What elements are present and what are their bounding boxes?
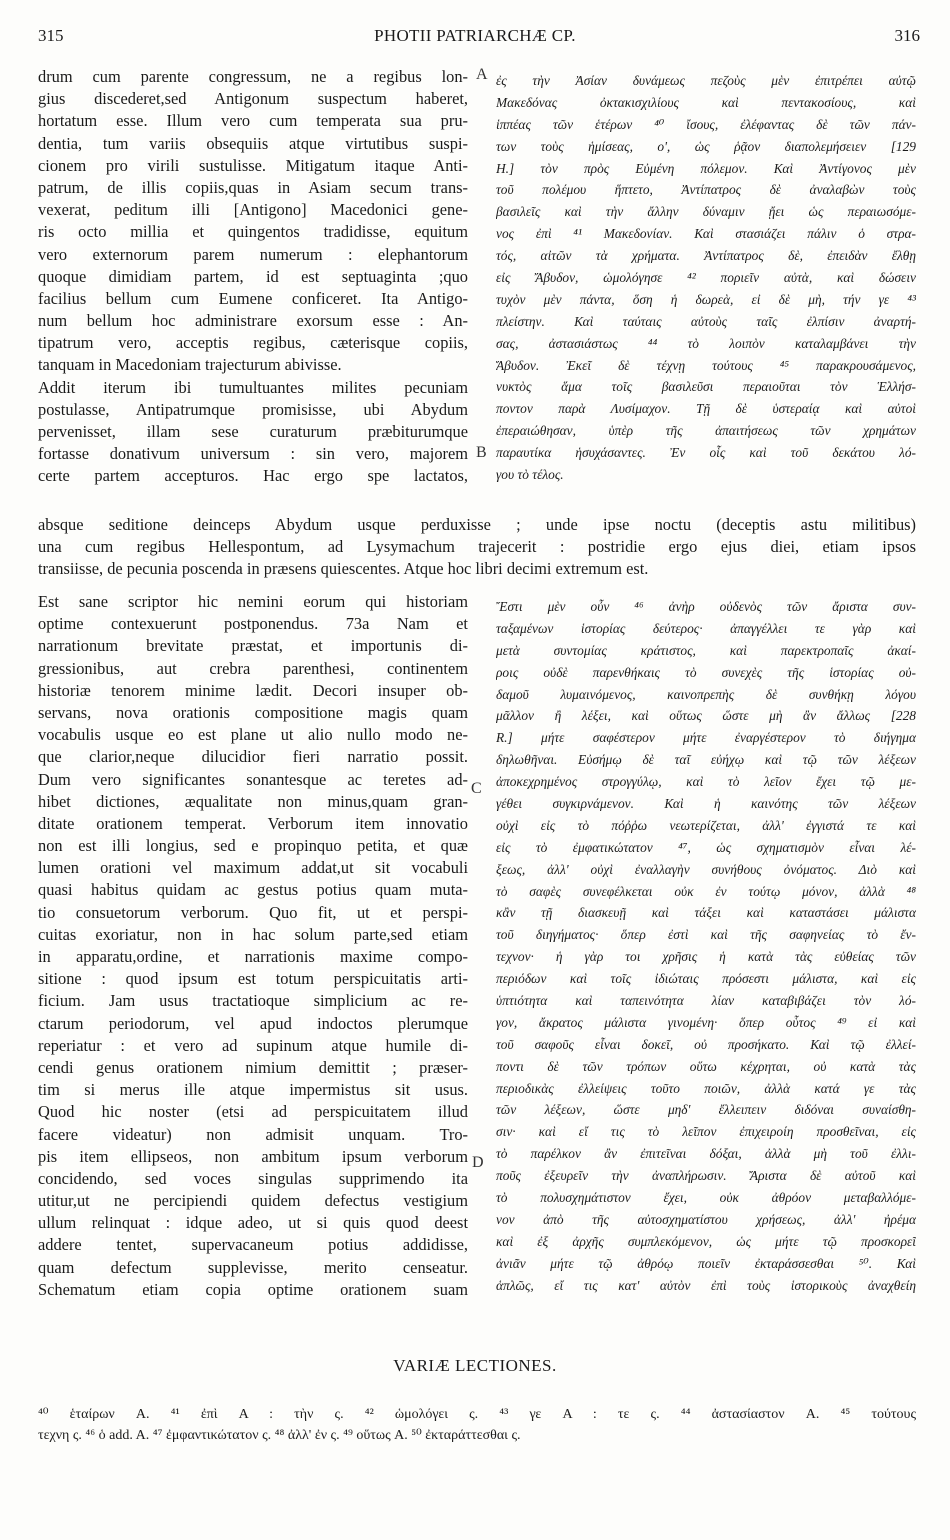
text-line: τὸ πολυσχημάτιστον ἔχει, οὐκ ἀθρόον μεταβαλλόμε- [496, 1190, 916, 1206]
text-line: tanquam in Macedoniam trajecturum abivisse. [38, 355, 342, 375]
text-line: εἰς Ἄβυδον, ὡμολόγησε ⁴² ποριεῖν αὐτὰ, καὶ δώσειν [496, 270, 916, 286]
text-line: ris octo millia et quingentos tradidisse, equitum [38, 222, 468, 242]
text-line: ἀνιᾶν μήτε τῷ ἀθρόῳ ποιεῖν ἐκταράσσεσθαι ⁵⁰. Καὶ [496, 1255, 916, 1271]
margin-marker-d: D [472, 1154, 484, 1171]
variae-lectiones-heading: VARIÆ LECTIONES. [393, 1356, 557, 1375]
text-line: τεχνον· ἡ γὰρ τοι χρῆσις ἡ κατὰ τὰς εὐθείας τῶν [496, 949, 916, 965]
greek-column-top [496, 70, 916, 486]
text-line: facere videatur) non admisit unquam. Tro- [38, 1124, 468, 1144]
text-line: patrum, de illis copiis,quas in Asiam secum trans- [38, 177, 468, 197]
text-line: absque seditione deinceps Abydum usque perduxisse ; unde ipse noctu (deceptis astu militibus) [38, 515, 916, 534]
text-line: vero externorum parem numerum : elephantorum [38, 244, 468, 264]
text-line: τός, αἰτῶν τὰ χρήματα. Ἀντίπατρος δὲ, ἐπειδὰν ἔλθῃ [496, 248, 916, 264]
text-line: fortasse donativum universum : sin vero, majorem [38, 444, 468, 464]
text-line: ποντον παρὰ Λυσίμαχον. Τῇ δὲ ὑστεραίᾳ καὶ αὐτοὶ [496, 401, 916, 417]
text-line: tipatrum vero, acceptis regibus, cæterisque copiis, [38, 333, 468, 353]
latin-full-width-paragraph [38, 514, 916, 581]
text-line: ποντι δὲ τῶν τρόπων οὕτω κέχρηται, οὐ κατὰ τὰς [496, 1058, 916, 1074]
text-line: δαμοῦ λυμαινόμενος, καινοπρεπὴς δὲ συνθήκῃ λόγου [496, 686, 916, 702]
text-line: tim si merus ille atque impermistus sit usus. [38, 1080, 468, 1100]
text-line: νον ἀπὸ τῆς αὐτοσχηματίστου χρήσεως, ἀλλ' ἠρέμα [496, 1211, 916, 1227]
text-line: transiisse, de pecunia poscenda in præsens quiescentes. Atque hoc libri decimi extremum est. [38, 559, 649, 579]
text-line: τοῦ διηγήματος· ὅπερ ἐστὶ καὶ τῆς σαφηνείας τὸ ἔν- [496, 927, 916, 943]
text-line: νος ἐπὶ ⁴¹ Μακεδονίαν. Καὶ στασιάζει πάλιν ὁ στρα- [496, 226, 916, 242]
text-line: certe partem accepturos. Hac ergo spe lactatos, [38, 466, 468, 486]
text-line: ἐς τὴν Ἀσίαν δυνάμεως πεζοὺς μὲν ἐπιτρέπει αὐτῷ [496, 73, 916, 88]
text-line: gius discederet,sed Antigonum suspectum haberet, [38, 89, 468, 109]
text-line: num bellum hoc administrare exorsum esse : An- [38, 311, 468, 331]
text-line: una cum regibus Hellespontum, ad Lysymachum trajecerit : postridie ergo ejus diei, etiam ipsos [38, 537, 916, 557]
text-line: pis item ellipseos, non ambitum ipsum verborum [38, 1146, 468, 1166]
text-line: δηλωθῆναι. Εὐσήμῳ δὲ ταῖ εὐήχῳ καὶ τῷ τῶν λέξεων [496, 752, 916, 768]
text-line: ullum relinquat : idque adeo, ut si quis quod deest [38, 1213, 468, 1233]
text-line: servans, nova orationis compositione magis quam [38, 702, 468, 722]
text-line: ροις οὐδὲ παρενθήκαις τὸ συνεχὲς τῆς ἱστορίας οὐ- [496, 664, 916, 680]
text-line: ἁπλῶς, εἴ τις κατ' αὐτὸν ἐπὶ τοὺς ἱστορικοὺς ἀναχθείη [496, 1277, 916, 1293]
text-line: γον, ἄκρατος μάλιστα γινομένη· ὅπερ οὗτος ⁴⁹ εἰ καὶ [496, 1014, 916, 1030]
text-line: Μακεδόνας ὀκτακισχιλίους καὶ πεντακοσίους, καὶ [496, 94, 916, 110]
text-line: τὸ παρέλκον ἂν ἐπιτεῖναι δόξαι, ἀλλὰ μὴ τοῦ ἐλλι- [496, 1146, 916, 1162]
text-line: ἐπεραιώθησαν, ὑπὲρ τῆς ἀπαιτήσεως τῶν χρημάτων [496, 423, 916, 439]
text-line: σιν· καὶ εἴ τις τὸ λεῖπον ἐπιχειροίη προσθεῖναι, εἰς [496, 1124, 916, 1140]
text-line: τυχὸν μὲν πάντα, ὅση ἡ δωρεὰ, εἰ δὲ μὴ, τήν γε ⁴³ [496, 291, 916, 307]
text-line: καὶ ἐξ ἀρχῆς συμπλεκόμενον, ὡς μήτε τῷ προσκορεῖ [496, 1233, 916, 1249]
text-line: ξεως, ἀλλ' οὐχὶ ἐναλλαγὴν συνήθους ὀνόματος. Διὸ καὶ [496, 861, 916, 877]
text-line: hibet dictiones, æqualitate non minus,quam gran- [38, 791, 468, 811]
greek-column-bottom [496, 596, 916, 1297]
text-line: των τοὺς ἡμίσεας, ο', ὡς ῥᾷον διαπολεμήσειεν [129 [496, 138, 916, 154]
variant-readings-notes [38, 1404, 916, 1446]
page-number-right: 316 [894, 26, 920, 45]
text-line: concidendo, sed voces singulas supprimendo ita [38, 1168, 468, 1188]
margin-marker-c: C [471, 780, 482, 797]
text-line: addere tentet, supervacaneum potius addidisse, [38, 1235, 468, 1255]
text-line: narrationum brevitate præstat, et importunis di- [38, 636, 468, 656]
text-line: εἰς τὸ ἐμφατικώτατον ⁴⁷, ὡς σχηματισμὸν εἶναι λέ- [496, 839, 916, 855]
running-title: PHOTII PATRIARCHÆ CP. [374, 26, 576, 45]
page-number-left: 315 [38, 26, 64, 45]
text-line: ταξαμένων ἱστορίας δεύτερος· ἀπαγγέλλει τε γὰρ καὶ [496, 620, 916, 636]
text-line: Est sane scriptor hic nemini eorum qui historiam [38, 592, 468, 611]
text-line: vocabulis usque eo est plane ut alio nullo modo ne- [38, 725, 468, 745]
text-line: ὑπτιότητα καὶ ταπεινότητα λίαν καταβιβάζει τὸν λό- [496, 993, 916, 1009]
latin-column-top [38, 66, 468, 488]
text-line: R.] μήτε σαφέστερον μήτε ἐναργέστερον τὸ διήγημα [496, 730, 916, 746]
text-line: cionem pro virili sustulisse. Mitigatum itaque Anti- [38, 155, 468, 175]
text-line: drum cum parente congressum, ne a regibus lon- [38, 67, 468, 86]
text-line: historiæ tenorem minime lædit. Decori insuper ob- [38, 680, 468, 700]
text-line: lumen orationi vel maximum addat,ut sit vocabuli [38, 858, 468, 878]
text-line: ἀποκεχρημένος στρογγύλῳ, καὶ τὸ λεῖον ἔχει τῷ με- [496, 774, 916, 790]
text-line: postulasse, Antipatrumque promisisse, ubi Abydum [38, 399, 468, 419]
text-line: quam defectum supplevisse, merito censeatur. [38, 1257, 468, 1277]
margin-marker-a: A [476, 66, 488, 83]
text-line: cuitas exoriatur, non in hac solum parte,sed etiam [38, 924, 468, 944]
text-line: tio consuetorum verborum. Quo fit, ut et perspi- [38, 902, 468, 922]
text-line: optime contexuerunt postponendus. 73a Nam et [38, 614, 468, 634]
text-line: Ἔστι μὲν οὖν ⁴⁶ ἀνὴρ οὐδενὸς τῶν ἄριστα συν- [496, 599, 916, 614]
text-line: περιοδικὰς ἐλλείψεις τοῦτο ποιῶν, ἀλλὰ κατά γε τὰς [496, 1080, 916, 1096]
text-line: Ἄβυδον. Ἐκεῖ δὲ τέχνῃ τούτους ⁴⁵ παρακρουσάμενος, [496, 357, 916, 373]
page-header [30, 14, 920, 44]
text-line: utitur,ut ne percipiendi quidem defectus vestigium [38, 1191, 468, 1211]
text-line: Η.] τὸν πρὸς Εὐμένη πόλεμον. Καὶ Ἀντίγονος μὲν [496, 160, 916, 176]
text-line: ἱππέας τῶν ἑτέρων ⁴⁰ ἴσους, ἐλέφαντας δὲ τῶν πάν- [496, 116, 916, 132]
text-line: τοῦ σαφοῦς εἶναι δοκεῖ, οὐ προσήκατο. Καὶ τῷ ἐλλεί- [496, 1036, 916, 1052]
text-line: γέθει συγκιρνάμενον. Καὶ ἡ καινότης τῶν λέξεων [496, 796, 916, 812]
text-line: sitione : quod ipsum est totum perspicuitatis arti- [38, 969, 468, 989]
text-line: in apparatu,ordine, et narrationis maxime compo- [38, 947, 468, 966]
text-line: hortatum esse. Illum vero cum temperata sua pru- [38, 111, 468, 131]
text-line: Addit iterum ibi tumultuantes milites pecuniam [38, 377, 468, 397]
text-line: σας, ἀστασιάστως ⁴⁴ τὸ λοιπὸν καταλαμβάνει τὴν [496, 335, 916, 351]
text-line: κἂν τῇ διασκευῇ καὶ τάξει καὶ καταστάσει μάλιστα [496, 905, 916, 921]
text-line: τῶν λέξεων, ὥστε μηδ' ἔλλειπειν διδόναι συναίσθη- [496, 1102, 916, 1118]
text-line: reperiatur : et vero ad supinum atque humile di- [38, 1035, 468, 1055]
text-line: μετὰ συντομίας κράτιστος, καὶ παρεκτροπαῖς ἀκαί- [496, 642, 916, 658]
text-line: non est illi longius, sed e propinquo petita, et quæ [38, 836, 468, 856]
text-line: facilius bellum cum Eumene conficeret. Ita Antigo- [38, 288, 468, 308]
text-line: cendi genus orationem nimium demittit ; præser- [38, 1057, 468, 1077]
text-line: gressionibus, aut crebra parenthesi, continentem [38, 658, 468, 678]
text-line: τὸ σαφὲς συνεφέλκεται οὐκ ἐν τούτῳ μόνον, ἀλλὰ ⁴⁸ [496, 883, 916, 899]
text-line: τεχνη ς. ⁴⁶ ὁ add. A. ⁴⁷ ἐμφαντικώτατον ς. ⁴⁸ ἀλλ' ἐν ς. ⁴⁹ οὕτως A. ⁵⁰ ἐκταράττεσθαι ς. [38, 1428, 521, 1443]
text-line: pervenisset, illam sese curaturum præbiturumque [38, 422, 468, 441]
text-line: μᾶλλον ἢ λέξει, καὶ οὕτως ὥστε μὴ ἂν ἄλλως [228 [496, 708, 916, 724]
text-line: Quod hic noster (etsi ad perspicuitatem illud [38, 1102, 468, 1122]
text-line: vexerat, peditum illi [Antigono] Macedonici gene- [38, 200, 468, 220]
text-line: τοῦ πολέμου ἥπτετο, Ἀντίπατρος δὲ ἀναλαβὼν τοὺς [496, 182, 916, 198]
text-line: νυκτὸς ἅμα τοῖς βασιλεῦσι περαιοῦται τὸν Ἑλλήσ- [496, 379, 916, 395]
text-line: ⁴⁰ ἑταίρων A. ⁴¹ ἐπὶ A : τὴν ς. ⁴² ὡμολόγει ς. ⁴³ γε A : τε ς. ⁴⁴ ἀστασίαστον A. ⁴⁵ τούτους [38, 1407, 916, 1422]
text-line: Schematum etiam copia optime orationem suam [38, 1279, 468, 1299]
latin-column-bottom [38, 591, 468, 1301]
text-line: περιόδων καὶ τοῖς ἰδιώταις πρόσεστι μάλιστα, καὶ εἰς [496, 971, 916, 987]
text-line: quoque dimidiam partem, id est septuaginta ;quo [38, 266, 468, 286]
text-line: οὐχὶ εἰς τὸ πόῤῥω νεωτερίζεται, ἀλλ' ἐγγιστά τε καὶ [496, 817, 916, 833]
text-line: ditate orationem temperat. Verborum item innovatio [38, 813, 468, 833]
text-line: παραυτίκα ἡσυχάσαντες. Ἐν οἷς καὶ τοῦ δεκάτου λό- [496, 445, 916, 461]
text-line: πλείστην. Καὶ ταύταις αὐτοὺς ταῖς ἐλπίσιν ἀναρτή- [496, 313, 916, 329]
text-line: dentia, tum variis obsequiis atque virtutibus suspi- [38, 133, 468, 153]
text-line: ficium. Jam usus tractatioque simplicium ac re- [38, 991, 468, 1011]
margin-marker-b: B [476, 444, 487, 461]
text-line: ποῦς ἐξευρεῖν τὴν ἀναπλήρωσιν. Ἄριστα δὲ αὐτοῦ καὶ [496, 1168, 916, 1184]
text-line: γου τὸ τέλος. [496, 467, 564, 483]
text-line: ctarum periodorum, vel apud indoctos plerumque [38, 1013, 468, 1033]
text-line: quasi habitus quidam ac gestus potius quam muta- [38, 880, 468, 900]
text-line: βασιλεῖς καὶ τὴν ἄλλην δύναμιν ᾔει ὡς περαιωσόμε- [496, 204, 916, 220]
text-line: Dum vero significantes sonantesque ac teretes ad- [38, 769, 468, 789]
text-line: que clarior,neque dilucidior fieri narratio possit. [38, 747, 468, 767]
